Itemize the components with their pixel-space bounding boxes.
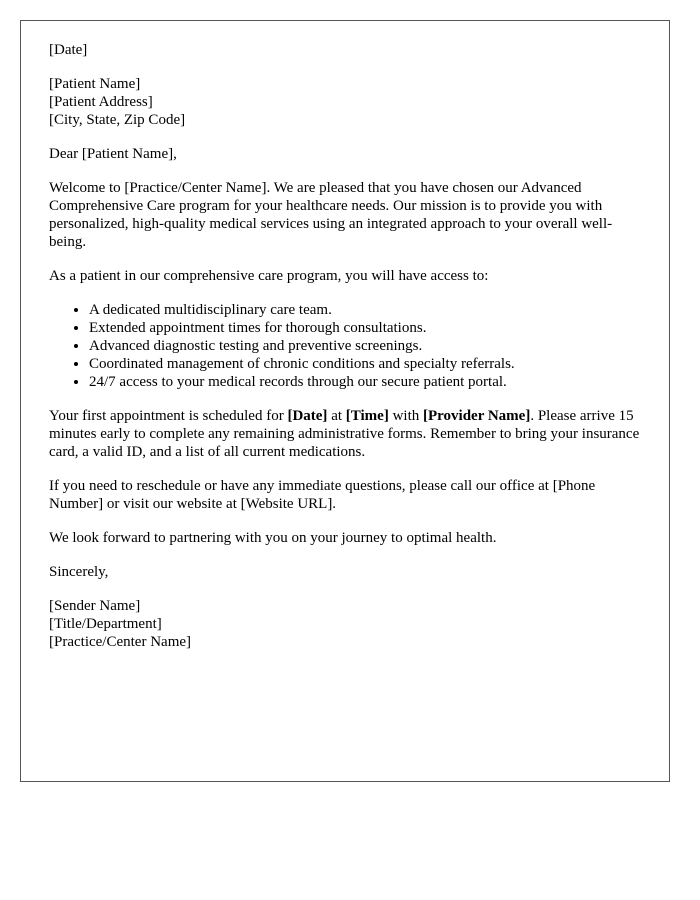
recipient-city: [City, State, Zip Code] xyxy=(49,112,186,128)
sender-title: [Title/Department] xyxy=(49,616,162,632)
recipient-street: [Patient Address] xyxy=(49,94,153,110)
list-item: • 24/7 access to your medical records through our secure patient portal. xyxy=(89,373,649,391)
sender-practice: [Practice/Center Name] xyxy=(49,634,192,650)
letter xyxy=(20,20,670,782)
appointment-with: with xyxy=(388,408,423,424)
salutation: Dear [Patient Name], xyxy=(49,146,177,162)
intro-paragraph: Welcome to [Practice/Center Name]. We are pleased that you have chosen our Advanced Comprehensive Care program for your healthcare needs. Our mission is to provide you with personalized, high-quality medical services using an integrated approach to your overall well-being. xyxy=(49,180,613,250)
appointment-time: [Time] xyxy=(345,408,389,424)
access-intro: As a patient in our comprehensive care program, you will have access to: xyxy=(49,268,489,284)
appointment-provider: [Provider Name] xyxy=(422,408,531,424)
appointment-paragraph xyxy=(49,407,649,461)
list-item: • Coordinated management of chronic conditions and specialty referrals. xyxy=(89,355,649,373)
list-item: • Advanced diagnostic testing and preventive screenings. xyxy=(89,337,649,355)
signoff: Sincerely, xyxy=(49,564,109,580)
contact-paragraph: If you need to reschedule or have any immediate questions, please call our office at [Phone Number] or visit our website at [Website URL]. xyxy=(49,478,596,512)
appointment-at: at xyxy=(327,408,346,424)
recipient-address xyxy=(49,75,649,129)
list-item: • Extended appointment times for thorough consultations. xyxy=(89,319,649,337)
appointment-date: [Date] xyxy=(287,408,328,424)
appointment-suffix: . Please arrive 15 minutes early to complete any remaining administrative forms. Remember to bring your insurance card, a valid ID, and a list of all current medications. xyxy=(49,408,640,460)
letter-date: [Date] xyxy=(49,42,88,58)
benefits-list xyxy=(49,301,649,391)
list-item: • A dedicated multidisciplinary care team. xyxy=(89,301,649,319)
recipient-name: [Patient Name] xyxy=(49,76,141,92)
sender-block xyxy=(49,597,649,651)
appointment-prefix: Your first appointment is scheduled for xyxy=(49,408,288,424)
sender-name: [Sender Name] xyxy=(49,598,141,614)
closing-line: We look forward to partnering with you on your journey to optimal health. xyxy=(49,530,497,546)
